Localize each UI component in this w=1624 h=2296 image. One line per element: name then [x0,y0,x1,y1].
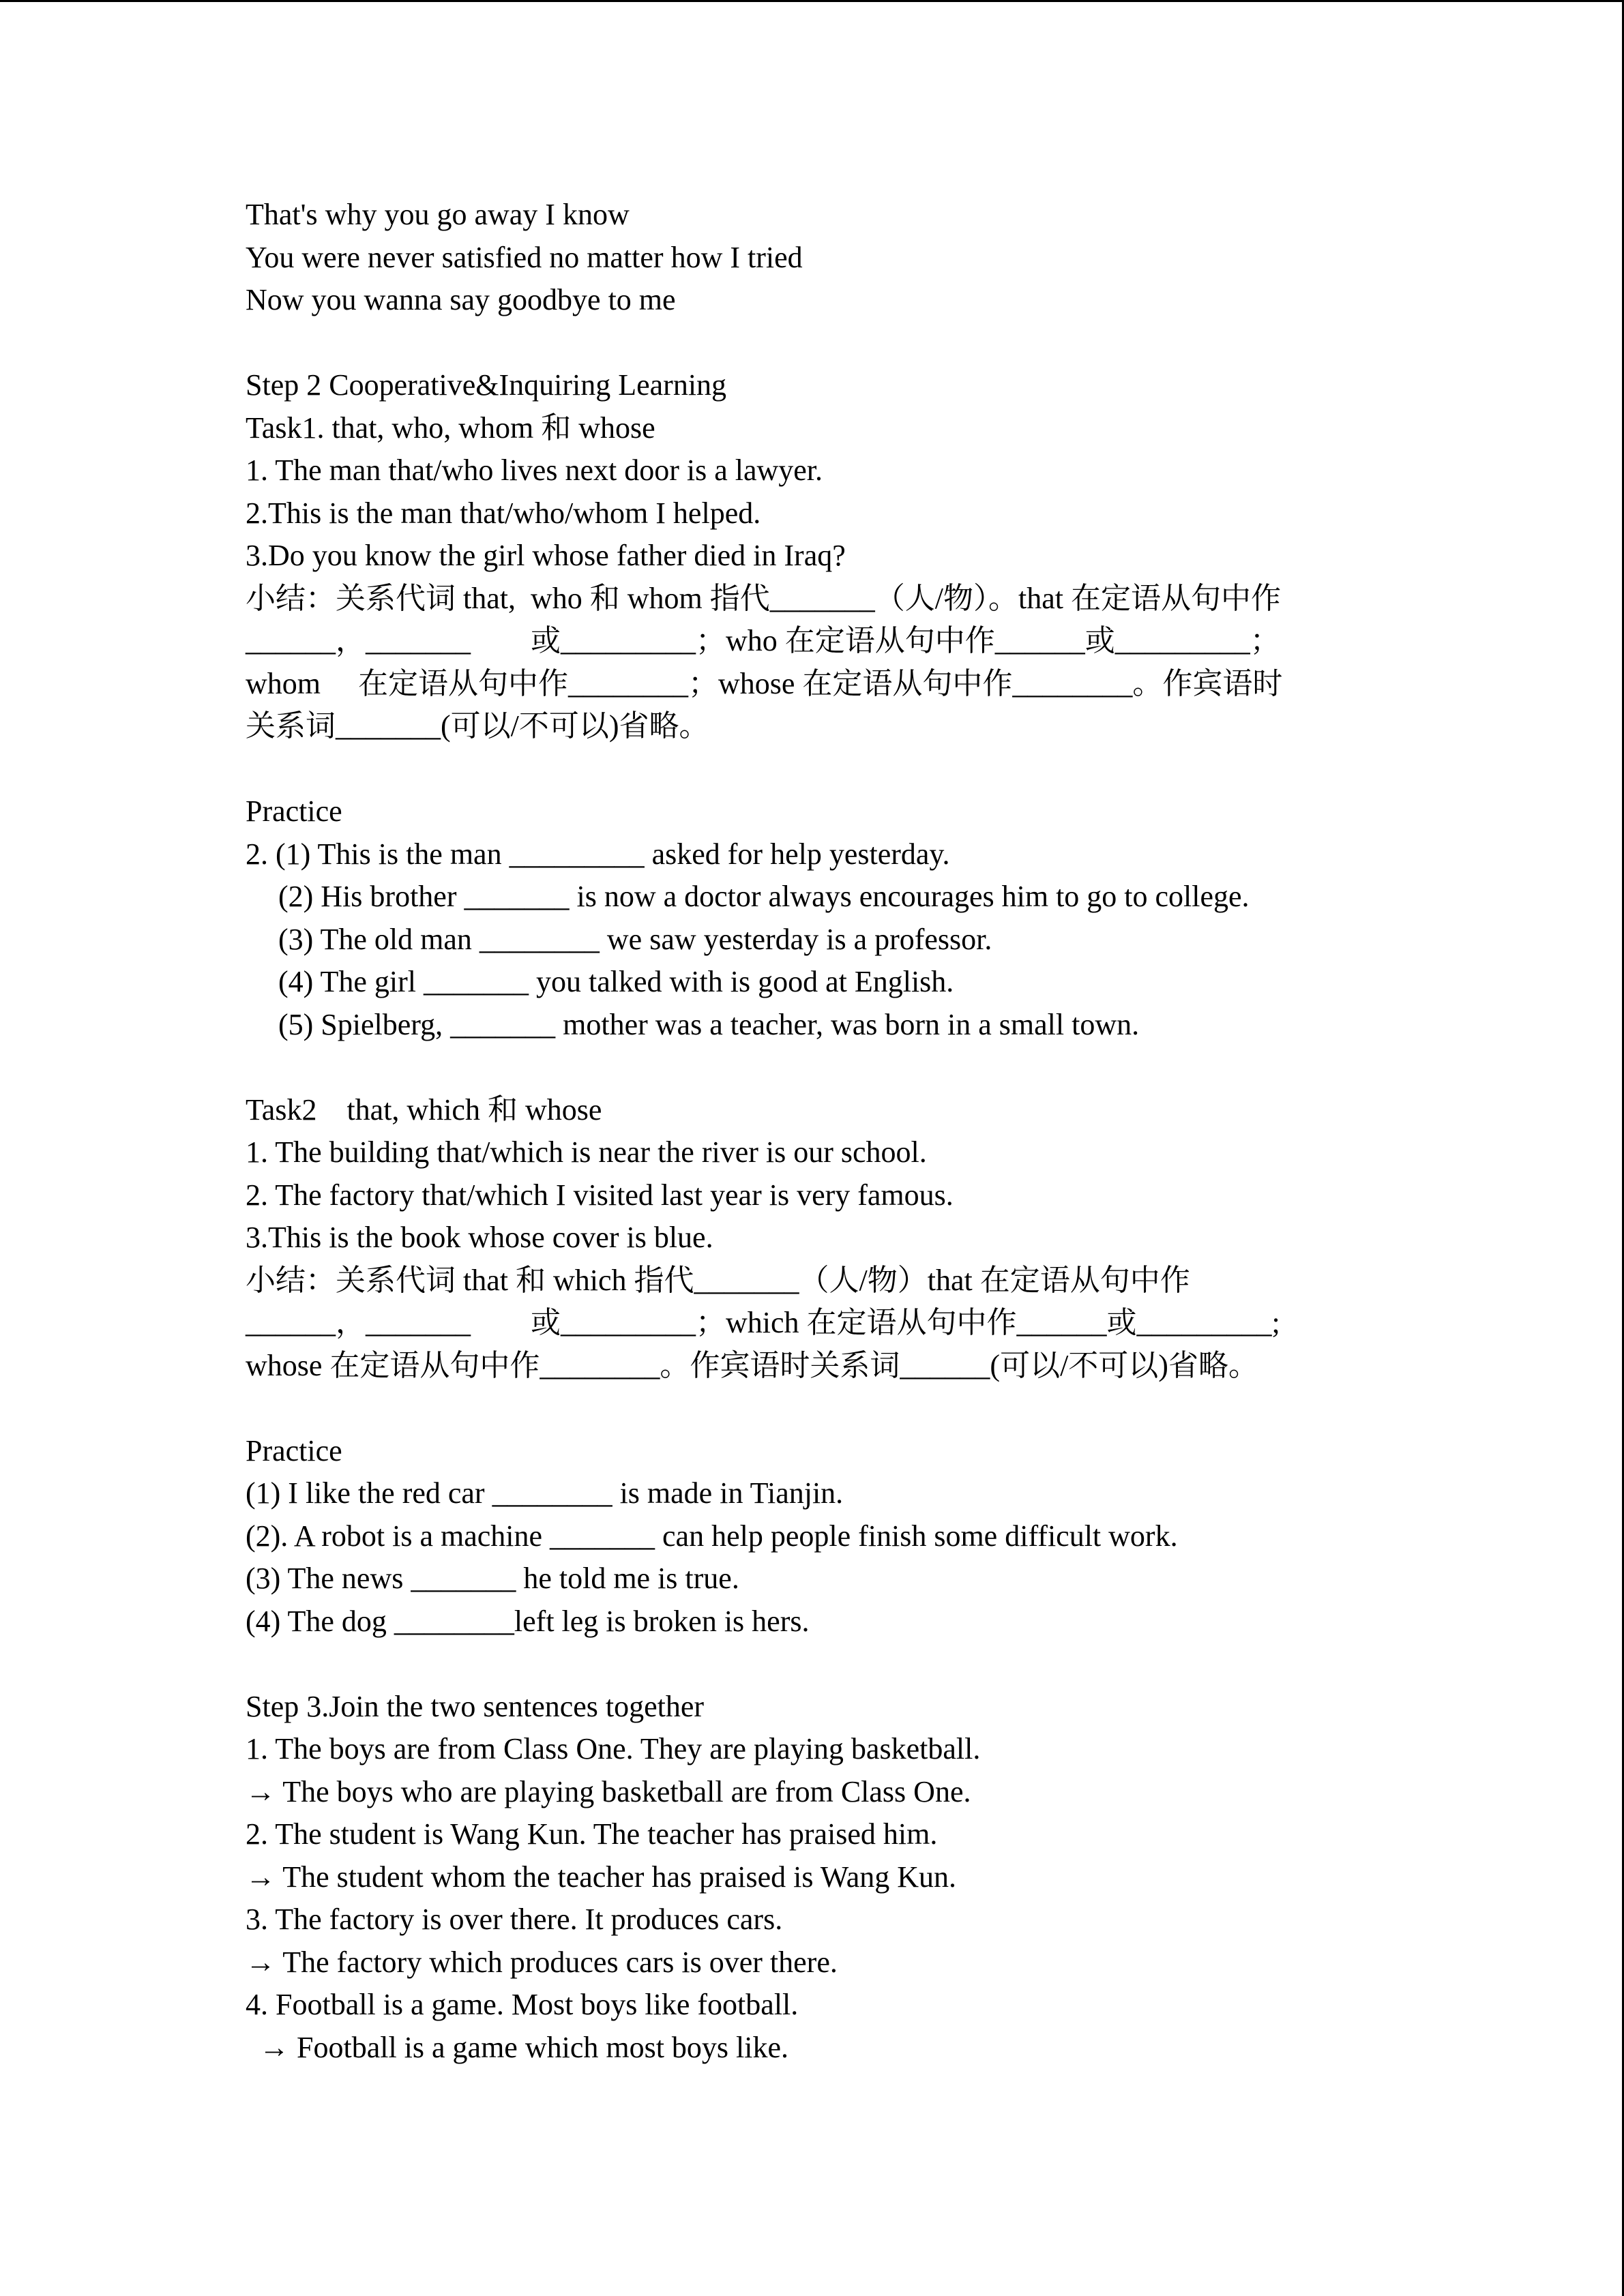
spacer [246,1643,1391,1686]
task2-practice-heading: Practice [246,1433,342,1467]
task1-example: 3.Do you know the girl whose father died in Iraq? [246,539,846,572]
lyric-line: You were never satisfied no matter how I tried [246,240,803,274]
spacer [246,1046,1391,1089]
task2-summary-line: 小结：关系代词 that 和 which 指代_______（人/物）that 在定语从句中作 [246,1263,1190,1297]
step3-line: 4. Football is a game. Most boys like football. [246,1988,799,2021]
task1-summary-line: 小结：关系代词 that, who 和 whom 指代_______（人/物）。that 在定语从句中作 [246,581,1281,615]
task1-practice-heading: Practice [246,794,342,828]
step2-heading: Step 2 Cooperative&Inquiring Learning [246,368,727,402]
step3-line: 1. The boys are from Class One. They are playing basketball. [246,1732,981,1765]
task1-summary-line: 关系词_______(可以/不可以)省略。 [246,709,709,743]
step3-answer-line: → Football is a game which most boys like. [259,2030,789,2064]
task1-summary-line: ______，_______ 或_________；who 在定语从句中作______或_________； [246,624,1280,657]
step3-heading: Step 3.Join the two sentences together [246,1689,705,1723]
step3-line: 2. The student is Wang Kun. The teacher has praised him. [246,1817,938,1851]
task1-summary-line: whom 在定语从句中作________；whose 在定语从句中作________。作宾语时 [246,666,1283,700]
task1-example: 1. The man that/who lives next door is a lawyer. [246,453,823,487]
task2-example: 2. The factory that/which I visited last year is very famous. [246,1178,954,1212]
task2-practice-item: (3) The news _______ he told me is true. [246,1562,739,1595]
spacer [246,1387,1391,1430]
task1-heading: Task1. that, who, whom 和 whose [246,411,655,445]
task2-example: 1. The building that/which is near the river is our school. [246,1135,927,1169]
page-top-border [0,0,1624,2]
step3-answer-line: → The factory which produces cars is over there. [246,1945,838,1979]
step3-answer-line: → The boys who are playing basketball are from Class One. [246,1774,971,1808]
task1-practice-item: (3) The old man ________ we saw yesterday is a professor. [278,922,992,956]
task1-practice-item: (5) Spielberg, _______ mother was a teacher, was born in a small town. [278,1007,1140,1041]
lyric-line: Now you wanna say goodbye to me [246,283,676,316]
task2-practice-item: (2). A robot is a machine _______ can help people finish some difficult work. [246,1519,1178,1553]
task1-practice-item: (2) His brother _______ is now a doctor always encourages him to go to college. [278,880,1250,913]
task2-practice-item: (1) I like the red car ________ is made in Tianjin. [246,1476,844,1510]
spacer [246,748,1391,791]
task1-practice-item: (4) The girl _______ you talked with is good at English. [278,965,954,998]
task2-heading: Task2 that, which 和 whose [246,1092,602,1127]
task1-example: 2.This is the man that/who/whom I helped. [246,496,761,530]
task2-summary-line: ______，_______ 或_________；which 在定语从句中作______或_________; [246,1306,1280,1339]
task2-practice-item: (4) The dog ________left leg is broken is hers. [246,1604,810,1638]
step3-answer-line: → The student whom the teacher has praised is Wang Kun. [246,1860,957,1894]
task2-summary-line: whose 在定语从句中作________。作宾语时关系词______(可以/不可以)省略。 [246,1348,1258,1382]
document-page [246,194,1391,2069]
lyric-line: That's why you go away I know [246,198,630,231]
task2-example: 3.This is the book whose cover is blue. [246,1221,713,1254]
step3-line: 3. The factory is over there. It produces cars. [246,1903,783,1936]
spacer [246,322,1391,365]
task1-practice-item: 2. (1) This is the man _________ asked for help yesterday. [246,837,950,871]
